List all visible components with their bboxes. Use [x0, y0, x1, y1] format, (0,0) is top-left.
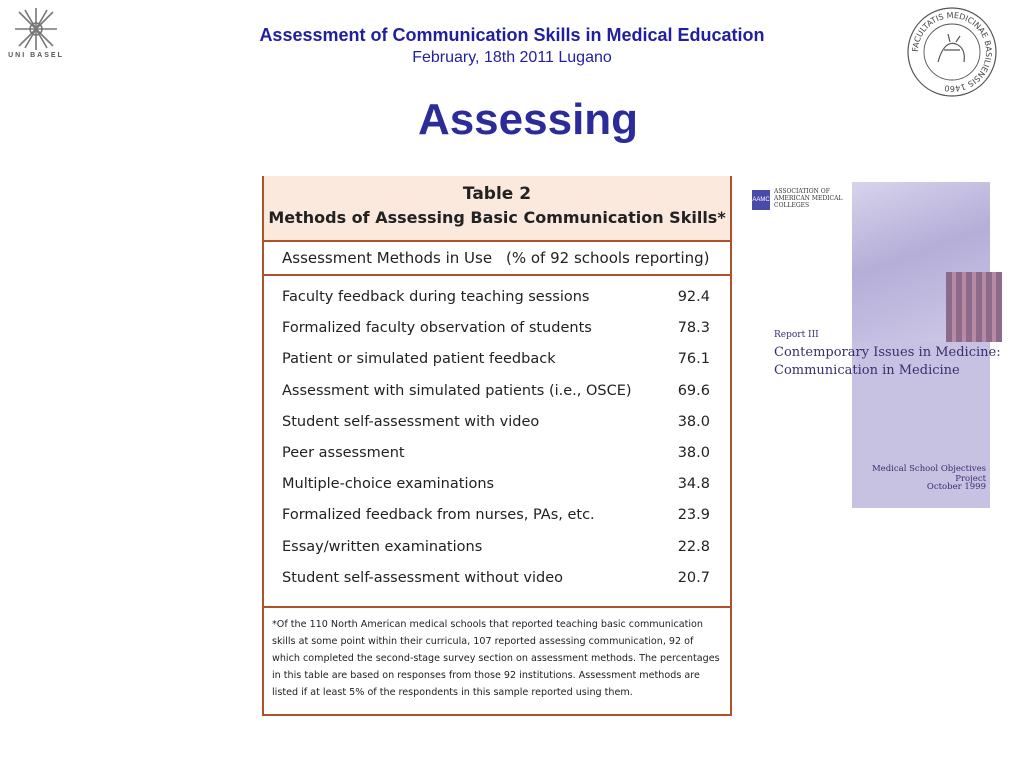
method-value: 38.0: [677, 444, 710, 461]
method-label: Assessment with simulated patients (i.e., OSCE): [282, 382, 632, 399]
table-row: [264, 532, 730, 563]
seal-text: FACULTATIS MEDICINAE BASILIENSIS 1460: [910, 10, 994, 94]
method-value: 76.1: [677, 351, 710, 368]
assessment-methods-table: [262, 176, 732, 716]
table-row: [264, 438, 730, 469]
slide-title: Assessing: [417, 95, 639, 144]
table-header: [264, 176, 730, 242]
method-label: Student self-assessment with video: [282, 413, 540, 430]
table-row: [264, 469, 730, 500]
method-label: Faculty feedback during teaching sessions: [282, 289, 590, 305]
table-row: [264, 313, 730, 344]
cover-title: [774, 344, 1002, 380]
method-value: 78.3: [677, 320, 710, 337]
method-value: 38.0: [677, 413, 710, 430]
table-row: [264, 500, 730, 531]
cover-title-line2: Communication in Medicine: [774, 363, 960, 378]
method-value: 22.8: [677, 538, 710, 555]
table-row: [264, 282, 730, 313]
method-label: Formalized feedback from nurses, PAs, etc.: [282, 507, 595, 524]
cover-date: October 1999: [926, 482, 986, 492]
method-value: 92.4: [677, 289, 710, 305]
column-header-method: Assessment Methods in Use: [282, 249, 493, 267]
cover-photo-strip: [946, 272, 1002, 342]
table-row: [264, 407, 730, 438]
report-cover-image: [750, 182, 1002, 508]
table-column-headers: [264, 242, 730, 276]
presentation-title: Assessment of Communication Skills in Medical Education: [259, 25, 765, 45]
column-header-percent: (% of 92 schools reporting): [506, 249, 710, 267]
presentation-date-location: February, 18th 2011 Lugano: [412, 49, 612, 66]
method-label: Essay/written examinations: [282, 538, 483, 555]
method-label: Multiple-choice examinations: [282, 476, 495, 493]
cover-title-line1: Contemporary Issues in Medicine:: [774, 345, 1001, 360]
method-value: 34.8: [677, 476, 710, 493]
table-footnote: *Of the 110 North American medical schools that reported teaching basic communication skills at some point within their curricula, 107 reported assessing communication, 92 of which completed the second-stage survey section on assessment methods. The percentages in this table are based on responses from those 92 institutions. Assessment methods are listed if at least 5% of the respondents in this sample reported using them.: [272, 619, 720, 698]
method-value: 69.6: [677, 382, 710, 399]
cover-project: Medical School Objectives Project: [871, 464, 986, 484]
method-value: 20.7: [677, 569, 710, 586]
method-value: 23.9: [677, 507, 710, 524]
table-caption: Table 2: [462, 184, 532, 204]
aamc-logo-icon: AAMC: [752, 190, 770, 210]
method-label: Peer assessment: [282, 444, 405, 461]
table-title: Methods of Assessing Basic Communication Skills*: [268, 208, 726, 227]
method-label: Formalized faculty observation of students: [282, 320, 592, 337]
method-label: Patient or simulated patient feedback: [282, 351, 556, 368]
table-row: [264, 376, 730, 407]
aamc-org-name: ASSOCIATION OF AMERICAN MEDICAL COLLEGES: [774, 188, 843, 209]
table-row: [264, 344, 730, 375]
table-body: [264, 276, 730, 608]
table-row: [264, 563, 730, 594]
method-label: Student self-assessment without video: [282, 569, 564, 586]
university-logo-text: UNI BASEL: [8, 52, 64, 59]
cover-report-number: Report III: [774, 330, 819, 340]
